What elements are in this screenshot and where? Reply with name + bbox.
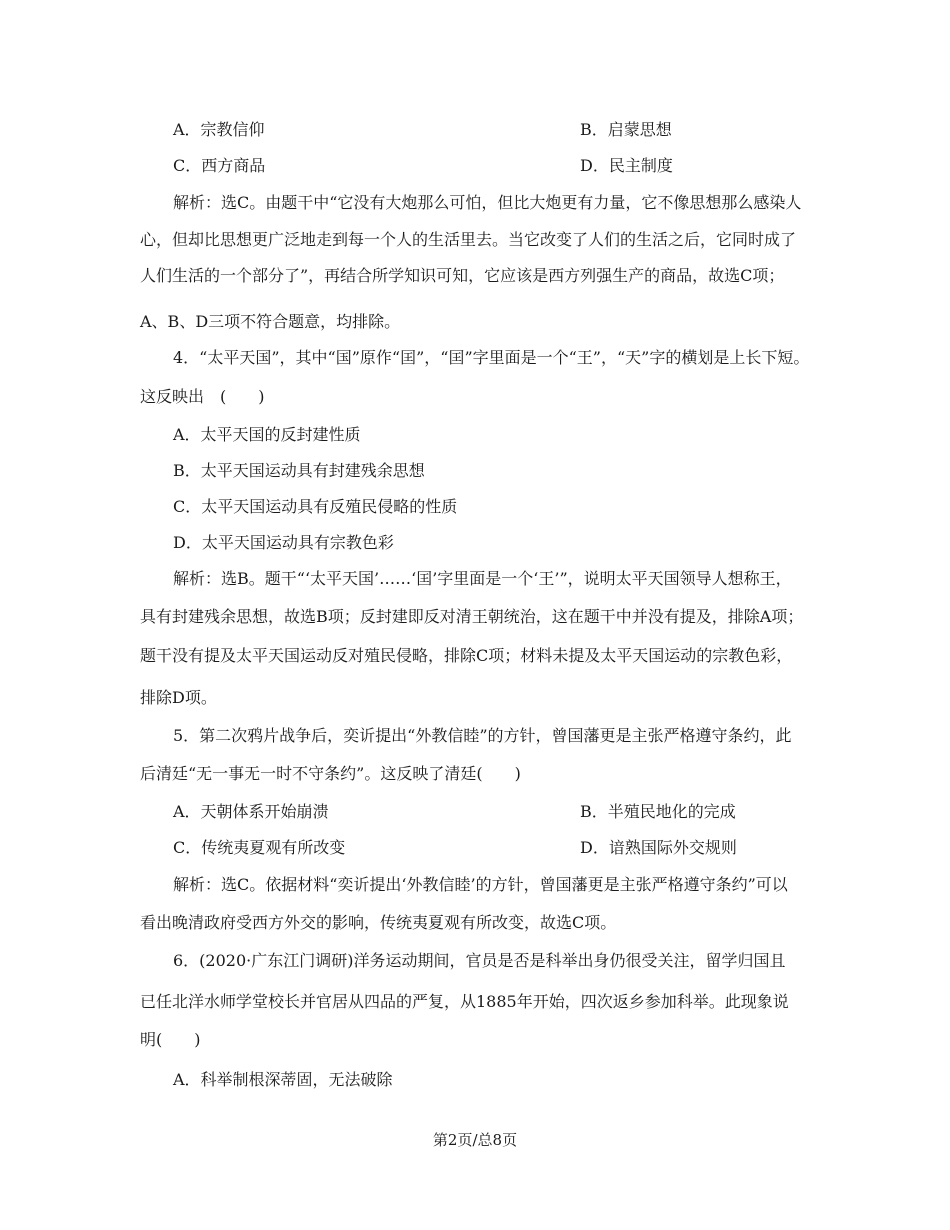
q5-option-d: D．谙熟国际外交规则 [580,838,737,857]
q6-stem-line: 已任北洋水师学堂校长并官居从四品的严复，从1885年开始，四次返乡参加科举。此现象说 [140,992,789,1011]
q5-analysis-line: 看出晚清政府受西方外交的影响，传统夷夏观有所改变，故选C项。 [140,913,617,932]
q4-option-b: B．太平天国运动具有封建残余思想 [173,461,425,480]
page-number-footer: 第2页/总8页 [432,1131,518,1149]
q4-stem-line: 4．“太平天国”，其中“国”原作“囯”，“囯”字里面是一个“王”，“天”字的横划是上长下短。 [173,348,810,367]
q4-option-d: D．太平天国运动具有宗教色彩 [173,533,394,552]
q4-option-a: A．太平天国的反封建性质 [173,425,361,444]
q4-stem-line: 这反映出 ( ) [140,387,265,406]
q6-option-a: A．科举制根深蒂固，无法破除 [173,1070,393,1089]
q3-option-a: A．宗教信仰 [173,120,265,139]
q6-stem-line: 6．(2020·广东江门调研)洋务运动期间，官员是否是科举出身仍很受关注，留学归国且 [173,951,786,970]
q6-stem-line: 明( ) [140,1030,201,1049]
q3-option-c: C．西方商品 [173,156,266,175]
q4-analysis-line: 具有封建残余思想，故选B项；反封建即反对清王朝统治，这在题干中并没有提及，排除A项； [140,607,804,626]
q4-analysis-line: 解析：选B。题干“‘太平天国’……‘囯’字里面是一个‘王’”，说明太平天国领导人想称王， [173,569,792,588]
q3-option-b: B．启蒙思想 [580,120,672,139]
q3-analysis-line: 人们生活的一个部分了”，再结合所学知识可知，它应该是西方列强生产的商品，故选C项； [140,266,785,285]
q3-analysis-line: 心，但却比思想更广泛地走到每一个人的生活里去。当它改变了人们的生活之后，它同时成了 [140,230,797,249]
q5-stem-line: 5．第二次鸦片战争后，奕䜣提出“外教信睦”的方针，曾国藩更是主张严格遵守条约，此 [173,726,792,745]
q4-option-c: C．太平天国运动具有反殖民侵略的性质 [173,497,458,516]
q3-analysis-line: 解析：选C。由题干中“它没有大炮那么可怕，但比大炮更有力量，它不像思想那么感染人 [173,193,802,212]
q5-stem-line: 后清廷“无一事无一时不守条约”。这反映了清廷( ) [140,764,521,783]
q5-analysis-line: 解析：选C。依据材料“奕䜣提出‘外教信睦’的方针，曾国藩更是主张严格遵守条约”可以 [173,875,788,894]
q5-option-c: C．传统夷夏观有所改变 [173,838,346,857]
q5-option-b: B．半殖民地化的完成 [580,802,736,821]
q4-analysis-line: 题干没有提及太平天国运动反对殖民侵略，排除C项；材料未提及太平天国运动的宗教色彩， [140,646,793,665]
q3-option-d: D．民主制度 [580,156,673,175]
q3-analysis-line: A、B、D三项不符合题意，均排除。 [140,312,401,331]
q5-option-a: A．天朝体系开始崩溃 [173,802,329,821]
q4-analysis-line: 排除D项。 [140,688,217,707]
